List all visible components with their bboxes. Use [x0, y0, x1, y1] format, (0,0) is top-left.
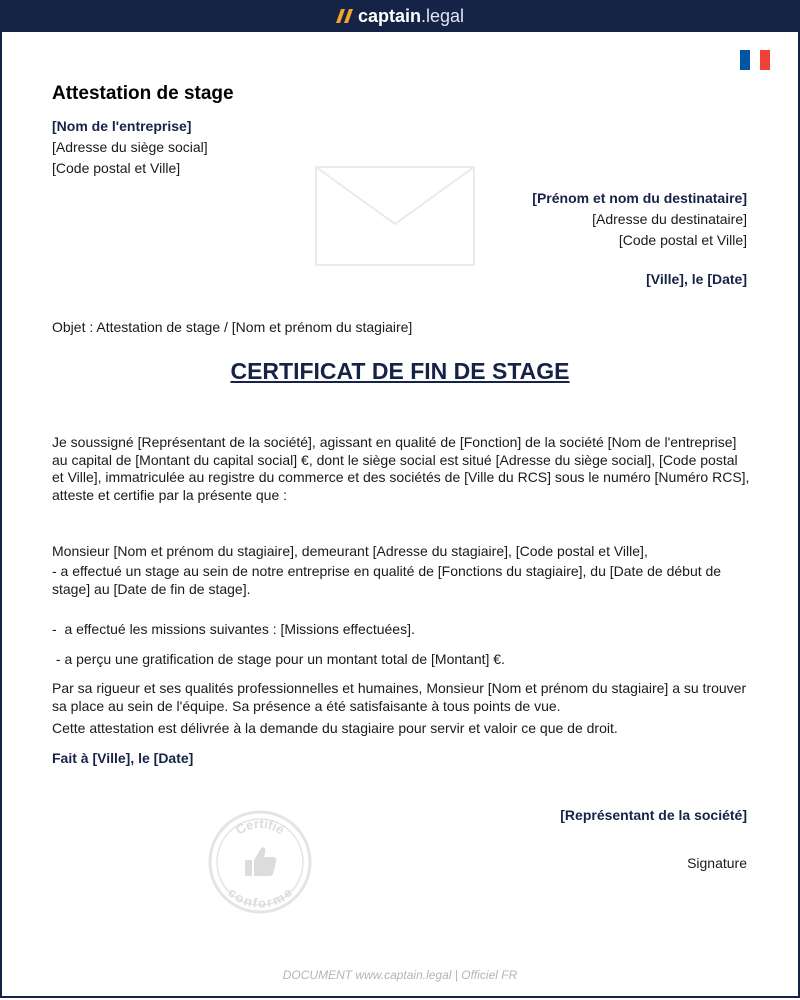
- flag-stripe-red: [760, 50, 770, 70]
- logo-slash-2: [344, 9, 353, 23]
- gratification-bullet: - a perçu une gratification de stage pour un montant total de [Montant] €.: [52, 651, 505, 667]
- company-representative: [Représentant de la société]: [560, 807, 747, 823]
- internship-bullet: - a effectué un stage au sein de notre entreprise en qualité de [Fonctions du stagiaire], du [Date de début de stage] au [Date de fin de stage].: [52, 563, 722, 597]
- recipient-name: [Prénom et nom du destinataire]: [532, 190, 747, 206]
- place-and-date: [Ville], le [Date]: [646, 271, 747, 287]
- flag-stripe-white: [750, 50, 760, 70]
- trainee-paragraph: Monsieur [Nom et prénom du stagiaire], demeurant [Adresse du stagiaire], [Code postal et Ville],: [52, 543, 648, 559]
- purpose-paragraph: Cette attestation est délivrée à la demande du stagiaire pour servir et valoir ce que de droit.: [52, 720, 618, 736]
- sender-city: [Code postal et Ville]: [52, 160, 181, 176]
- brand-name: captain: [357, 5, 421, 26]
- thumbs-up-icon: [245, 847, 276, 876]
- brand-logo[interactable]: [336, 6, 464, 27]
- stamp-bottom-text: conforme: [225, 884, 295, 911]
- document-footer: DOCUMENT www.captain.legal | Officiel FR: [282, 968, 518, 982]
- svg-text:Certifié: [233, 816, 287, 838]
- done-at: Fait à [Ville], le [Date]: [52, 750, 194, 766]
- envelope-icon: [315, 166, 475, 266]
- signature-label: Signature: [687, 855, 747, 871]
- intro-paragraph: Je soussigné [Représentant de la société], agissant en qualité de [Fonction] de la société [Nom de l'entreprise] au capital de [Montant du capital social] €, dont le siège social est situé [Adresse du siège social], [Code postal et Ville], immatriculée au registre du commerce et des sociétés de [Ville du RCS] sous le numéro [Numéro RCS], atteste et certifie par la présente que :: [52, 434, 750, 503]
- brand-tld: .legal: [421, 5, 465, 26]
- flag-stripe-blue: [740, 50, 750, 70]
- certificate-heading: CERTIFICAT DE FIN DE STAGE: [230, 358, 570, 384]
- subject-line: Objet : Attestation de stage / [Nom et prénom du stagiaire]: [52, 319, 413, 335]
- sender-address: [Adresse du siège social]: [52, 139, 208, 155]
- recipient-address: [Adresse du destinataire]: [592, 211, 747, 227]
- french-flag-icon[interactable]: [740, 50, 770, 70]
- document-title: Attestation de stage: [52, 83, 234, 104]
- missions-bullet: - a effectué les missions suivantes : [Missions effectuées].: [52, 621, 415, 637]
- captain-logo-icon: [336, 9, 354, 23]
- sender-company: [Nom de l'entreprise]: [52, 118, 192, 134]
- stamp-top-text: Certifié: [233, 815, 288, 838]
- top-bar: [0, 0, 800, 32]
- logo-slash-1: [336, 9, 345, 23]
- appraisal-paragraph: Par sa rigueur et ses qualités professionnelles et humaines, Monsieur [Nom et prénom du stagiaire] a su trouver sa place au sein de l'équipe. Sa présence a été satisfaisante à tous points de vue.: [52, 680, 747, 714]
- certified-stamp-icon: [208, 810, 312, 914]
- recipient-city: [Code postal et Ville]: [618, 232, 747, 248]
